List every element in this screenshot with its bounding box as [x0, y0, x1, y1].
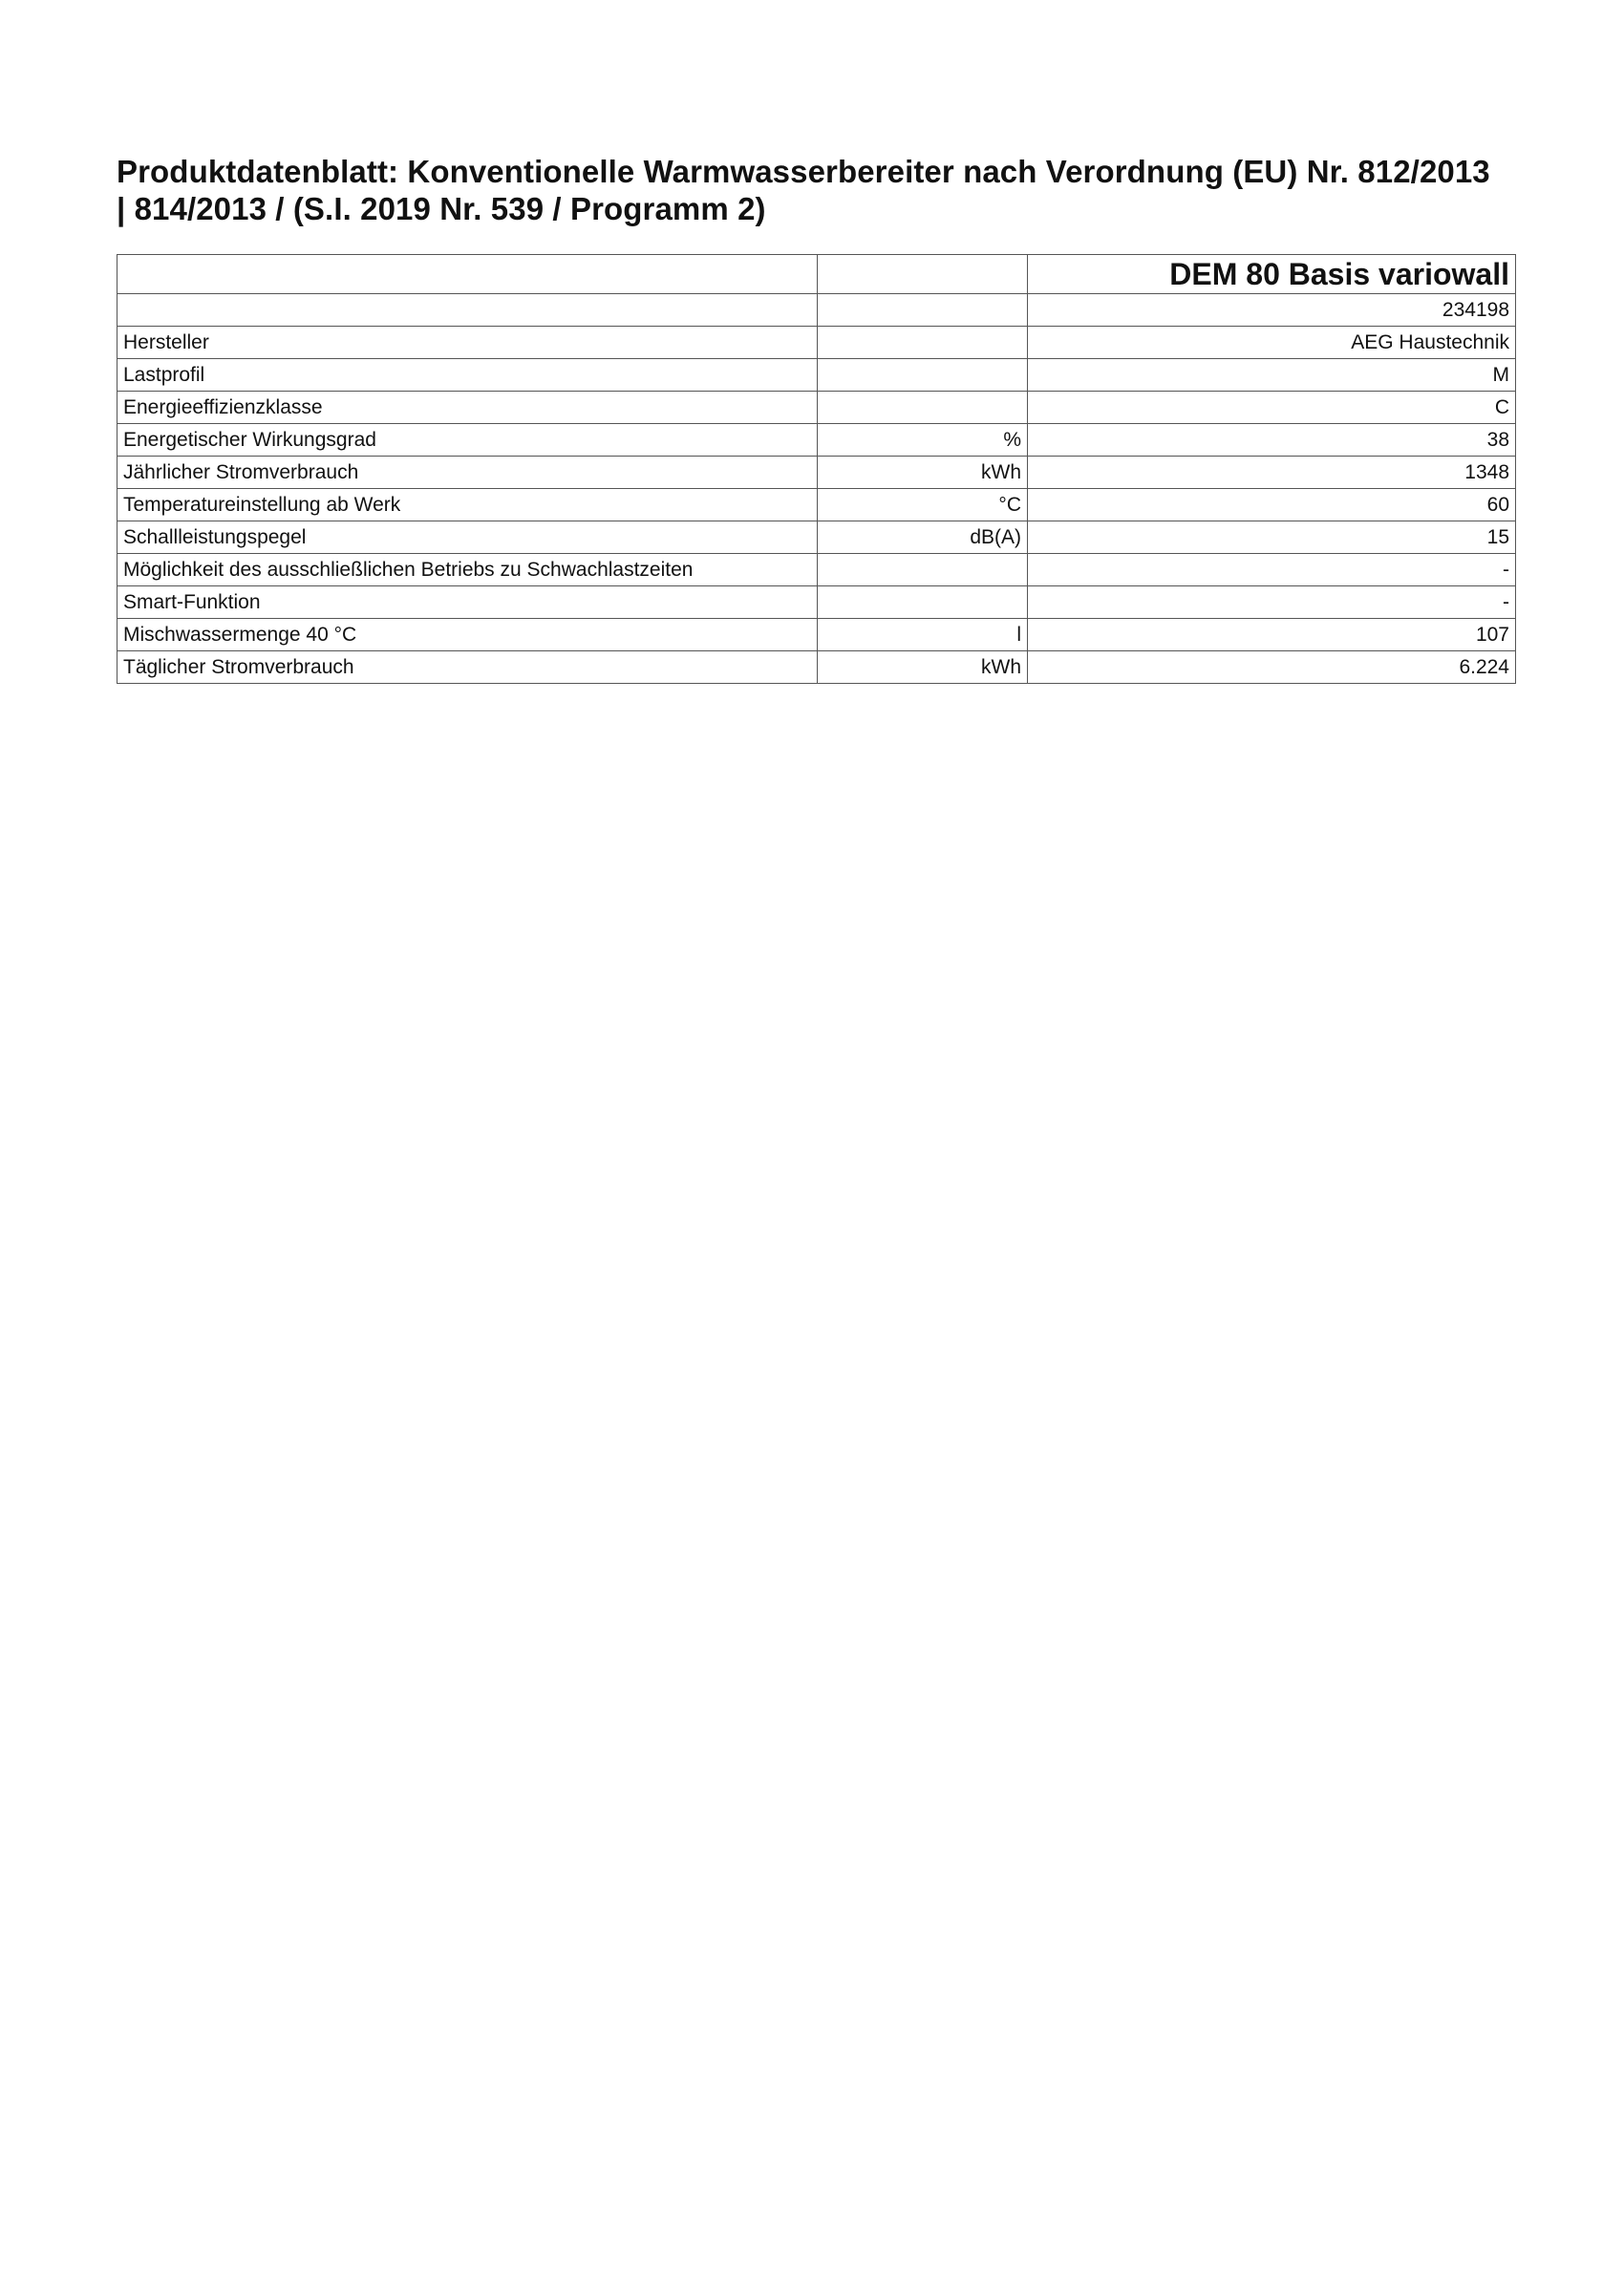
row-value: AEG Haustechnik [1028, 327, 1516, 359]
table-row [118, 359, 1516, 392]
empty-cell [118, 294, 818, 327]
table-row [118, 392, 1516, 424]
table-row [118, 457, 1516, 489]
row-value: 38 [1028, 424, 1516, 457]
table-row [118, 586, 1516, 619]
row-label: Jährlicher Stromverbrauch [118, 457, 818, 489]
row-label: Möglichkeit des ausschließlichen Betriebs zu Schwachlastzeiten [118, 554, 818, 586]
row-label: Hersteller [118, 327, 818, 359]
article-number: 234198 [1028, 294, 1516, 327]
row-unit: kWh [818, 457, 1028, 489]
table-row [118, 619, 1516, 651]
table-row [118, 554, 1516, 586]
row-value: 1348 [1028, 457, 1516, 489]
row-unit: l [818, 619, 1028, 651]
row-value: 6.224 [1028, 651, 1516, 684]
row-unit: % [818, 424, 1028, 457]
product-data-table [117, 254, 1516, 684]
row-value: - [1028, 586, 1516, 619]
table-row [118, 424, 1516, 457]
row-unit [818, 554, 1028, 586]
row-label: Energieeffizienzklasse [118, 392, 818, 424]
row-unit [818, 327, 1028, 359]
article-number-row [118, 294, 1516, 327]
row-value: - [1028, 554, 1516, 586]
row-label: Schallleistungspegel [118, 521, 818, 554]
row-unit [818, 359, 1028, 392]
row-value: M [1028, 359, 1516, 392]
page-title: Produktdatenblatt: Konventionelle Warmwasserbereiter nach Verordnung (EU) Nr. 812/2013 | 814/2013 / (S.I. 2019 Nr. 539 / Programm 2) [117, 154, 1490, 226]
table-row [118, 327, 1516, 359]
empty-cell [818, 255, 1028, 294]
row-unit [818, 392, 1028, 424]
row-unit: °C [818, 489, 1028, 521]
row-value: 107 [1028, 619, 1516, 651]
row-value: C [1028, 392, 1516, 424]
row-label: Täglicher Stromverbrauch [118, 651, 818, 684]
row-label: Smart-Funktion [118, 586, 818, 619]
empty-cell [818, 294, 1028, 327]
table-row [118, 651, 1516, 684]
row-label: Lastprofil [118, 359, 818, 392]
table-row [118, 489, 1516, 521]
row-value: 60 [1028, 489, 1516, 521]
row-unit: kWh [818, 651, 1028, 684]
row-unit: dB(A) [818, 521, 1028, 554]
table-row [118, 521, 1516, 554]
row-label: Energetischer Wirkungsgrad [118, 424, 818, 457]
row-value: 15 [1028, 521, 1516, 554]
row-unit [818, 586, 1028, 619]
row-label: Mischwassermenge 40 °C [118, 619, 818, 651]
row-label: Temperatureinstellung ab Werk [118, 489, 818, 521]
model-name: DEM 80 Basis variowall [1028, 255, 1516, 294]
empty-cell [118, 255, 818, 294]
model-header-row [118, 255, 1516, 294]
